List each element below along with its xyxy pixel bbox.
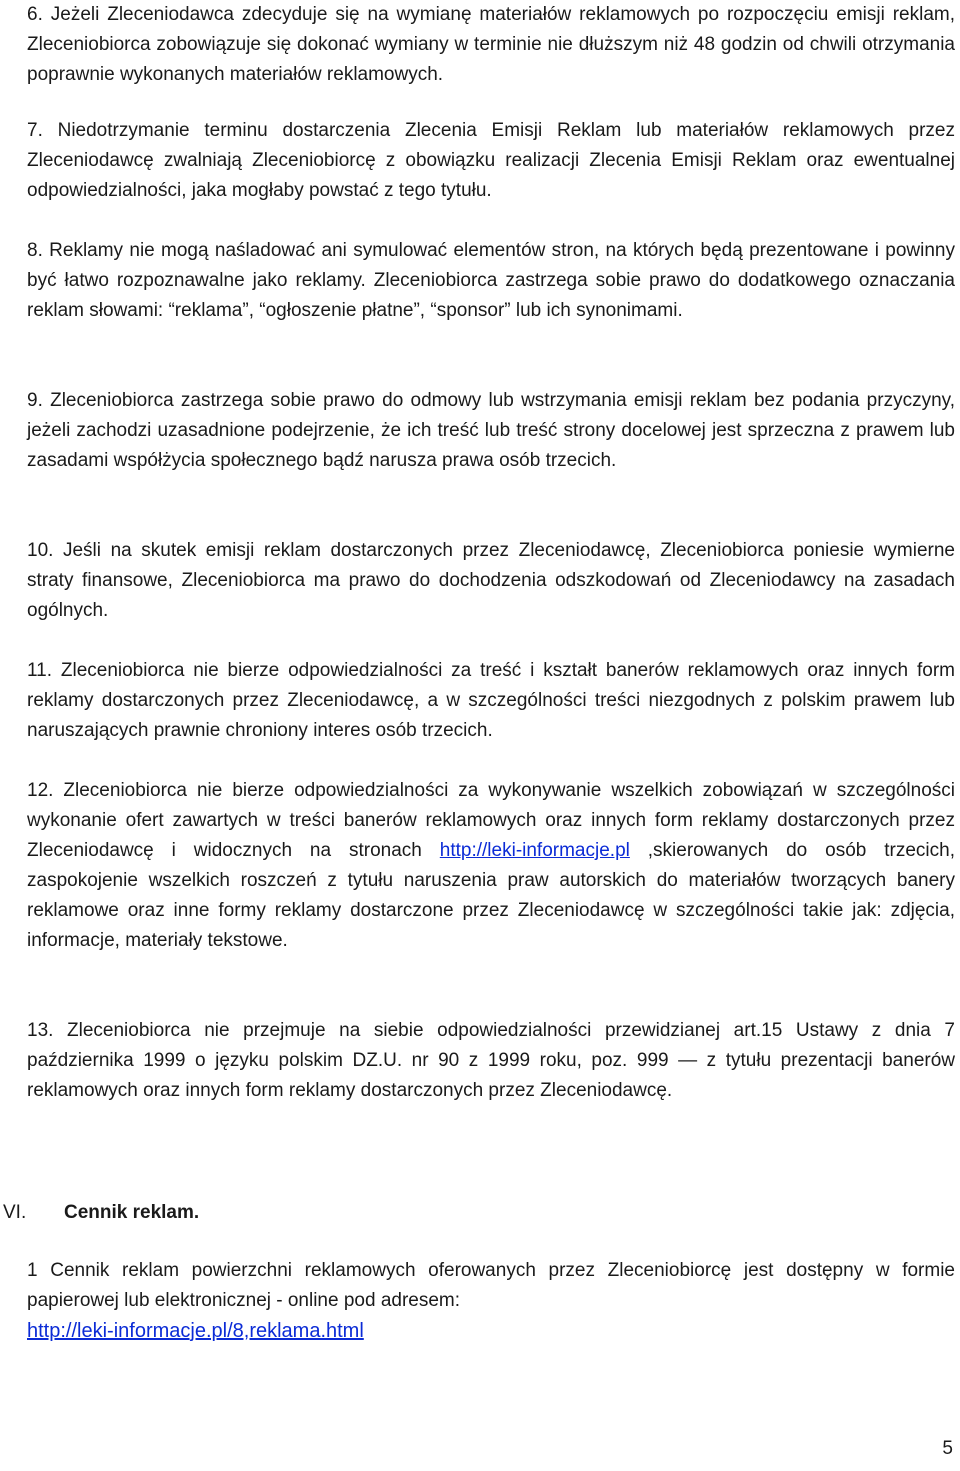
paragraph-8: 8. Reklamy nie mogą naśladować ani symulować elementów stron, na których będą prezentowane i powinny być łatwo rozpoznawalne jako reklamy. Zleceniobiorca zastrzega sobie prawo do dodatkowego oznaczania reklam słowami: “reklama”, “ogłoszenie płatne”, “sponsor” lub ich synonimami. [27,240,955,321]
paragraph-12-text-start: 12. Zleceniobiorca nie bierze odpowiedzialności za wykonywanie wszelkich zobowiązań w szczególności wykonanie ofert zawartych w treści banerów reklamowych oraz innych form reklamy dostarczonych przez Zleceniodawcę i widocznych na stronach [27,780,955,861]
paragraph-12-text-end: ,skierowanych do osób trzecich, zaspokojenie wszelkich roszczeń z tytułu naruszenia praw autorskich do materiałów tworzących banery reklamowe oraz inne formy reklamy dostarczone przez Zleceniodawcę w szczególności takie jak: zdjęcia, informacje, materiały tekstowe. [27,840,955,951]
paragraph-11: 11. Zleceniobiorca nie bierze odpowiedzialności za treść i kształt banerów reklamowych oraz innych form reklamy dostarczonych przez Zleceniodawcę, a w szczególności treści niezgodnych z polskim prawem lub naruszających prawnie chroniony interes osób trzecich. [27,660,955,741]
cennik-paragraph [27,1256,955,1346]
section-heading-vi [3,1198,200,1228]
paragraph-10: 10. Jeśli na skutek emisji reklam dostarczonych przez Zleceniodawcę, Zleceniobiorca poniesie wymierne straty finansowe, Zleceniobiorca ma prawo do dochodzenia odszkodowań od Zleceniodawcy na zasadach ogólnych. [27,540,955,621]
page-number: 5 [942,1438,953,1459]
paragraph-9: 9. Zleceniobiorca zastrzega sobie prawo do odmowy lub wstrzymania emisji reklam bez podania przyczyny, jeżeli zachodzi uzasadnione podejrzenie, że ich treść lub treść strony docelowej jest sprzeczna z prawem lub zasadami współżycia społecznego bądź narusza prawa osób trzecich. [27,390,955,471]
section-title: Cennik reklam. [64,1202,200,1223]
cennik-text: 1 Cennik reklam powierzchni reklamowych oferowanych przez Zleceniobiorcę jest dostępny w formie papierowej lub elektronicznej - online pod adresem: [27,1260,955,1311]
paragraph-13: 13. Zleceniobiorca nie przejmuje na siebie odpowiedzialności przewidzianej art.15 Ustawy z dnia 7 października 1999 o języku polskim DZ.U. nr 90 z 1999 roku, poz. 999 — z tytułu prezentacji banerów reklamowych oraz innych form reklamy dostarczonych przez Zleceniodawcę. [27,1020,955,1101]
paragraph-6: 6. Jeżeli Zleceniodawca zdecyduje się na wymianę materiałów reklamowych po rozpoczęciu emisji reklam, Zleceniobiorca zobowiązuje się dokonać wymiany w terminie nie dłuższym niż 48 godzin od chwili otrzymania poprawnie wykonanych materiałów reklamowych. [27,4,955,85]
paragraph-7: 7. Niedotrzymanie terminu dostarczenia Zlecenia Emisji Reklam lub materiałów reklamowych przez Zleceniodawcę zwalniają Zleceniobiorcę z obowiązku realizacji Zlecenia Emisji Reklam oraz ewentualnej odpowiedzialności, jaka mogłaby powstać z tego tytułu. [27,120,955,201]
leki-informacje-link[interactable]: http://leki-informacje.pl [439,840,630,861]
section-number: VI. [3,1202,27,1223]
paragraph-12 [27,776,955,956]
cennik-link-line [27,1316,955,1346]
cennik-reklama-link[interactable]: http://leki-informacje.pl/8,reklama.html [27,1320,364,1342]
